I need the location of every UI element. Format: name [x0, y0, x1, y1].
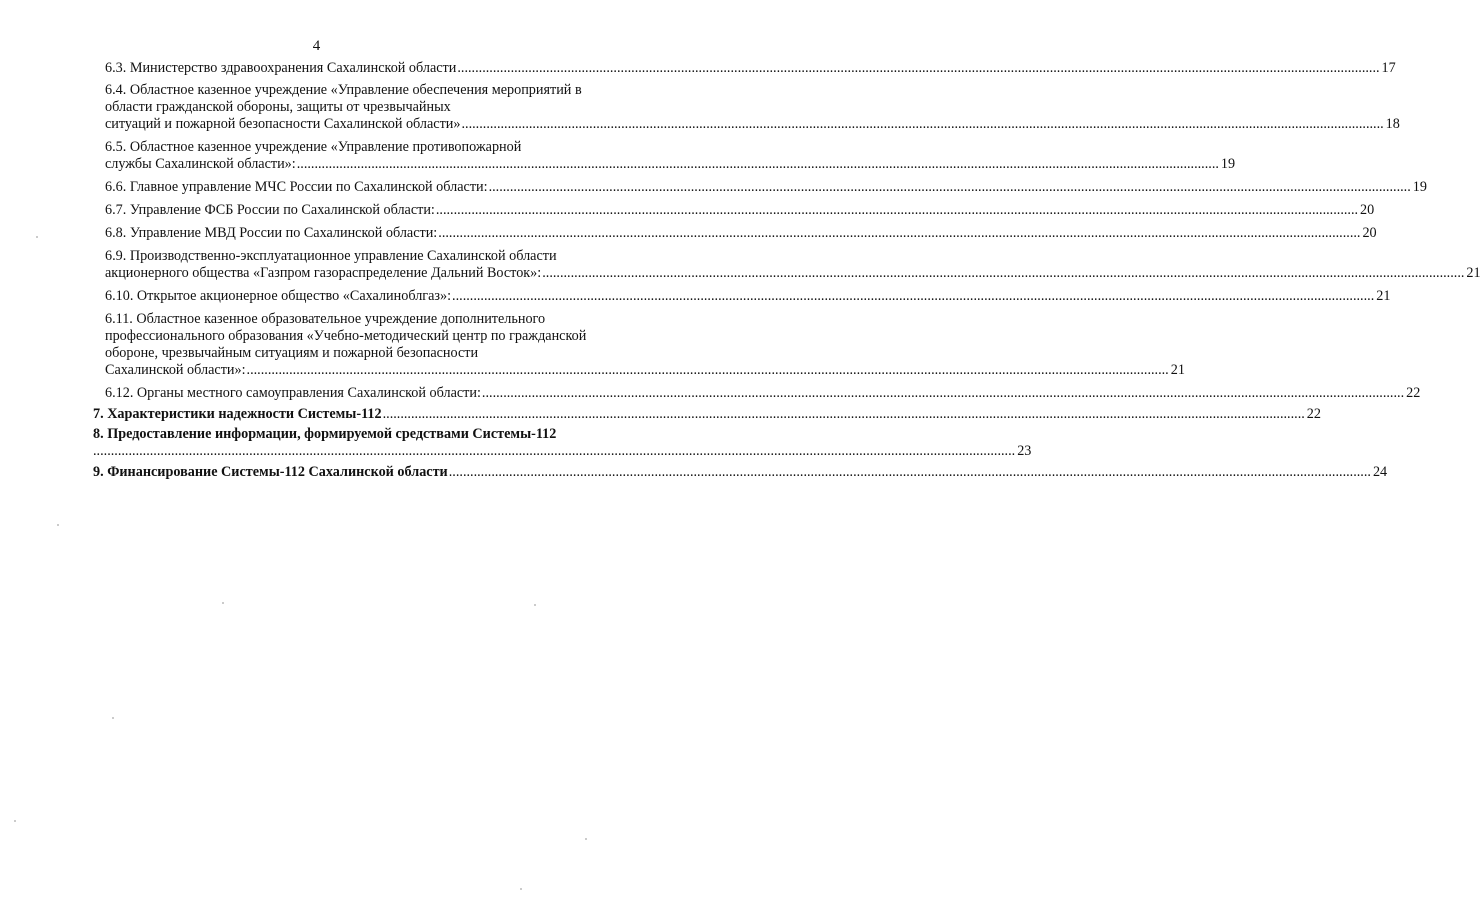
toc-entry-title: 6.3. Министерство здравоохранения Сахалинской области [105, 60, 457, 76]
toc-entry-title: 7. Характеристики надежности Системы-112 [93, 406, 382, 422]
toc-entry-page: 23 [1017, 443, 1032, 459]
toc-entry-page: 20 [1362, 225, 1377, 241]
dot-leader [449, 464, 1371, 481]
toc-entry-page: 17 [1381, 60, 1396, 76]
dot-leader [461, 116, 1383, 133]
toc-entry-6-3 [93, 60, 1396, 77]
toc-entry-page: 19 [1412, 179, 1427, 195]
toc-entry-6-12 [93, 385, 1421, 402]
dot-leader [297, 156, 1219, 173]
toc-entry-page: 21 [1466, 265, 1481, 281]
toc-entry-title: 6.11. Областное казенное образовательное учреждение дополнительного профессионального образования «Учебно-методический центр по гражданской обороне, чрезвычайным ситуациям и пожарной безопасности [105, 311, 587, 361]
dot-leader [452, 288, 1374, 305]
toc-entry-6-9 [93, 248, 1481, 282]
toc-entry-title: 6.12. Органы местного самоуправления Сахалинской области: [105, 385, 481, 401]
dot-leader [482, 385, 1404, 402]
toc-entry-6-6 [93, 179, 1427, 196]
toc-entry-6-4 [93, 82, 1400, 133]
toc-entry-title-end: акционерного общества «Газпром газораспределение Дальний Восток»: [105, 265, 542, 281]
toc-entry-9 [93, 464, 1388, 481]
scan-speck [14, 820, 16, 822]
toc-entry-title: 6.7. Управление ФСБ России по Сахалинской области: [105, 202, 435, 218]
scan-speck [36, 236, 38, 238]
toc-entry-6-8 [93, 225, 1377, 242]
scan-speck [57, 524, 59, 526]
toc-entry-page: 21 [1170, 362, 1185, 378]
toc-entry-7 [93, 406, 1321, 423]
dot-leader [542, 265, 1464, 282]
toc-entry-title-end: ситуаций и пожарной безопасности Сахалинской области» [105, 116, 461, 132]
dot-leader [438, 225, 1360, 242]
scan-speck [534, 604, 536, 606]
scan-speck [222, 602, 224, 604]
toc-entry-title: 8. Предоставление информации, формируемой средствами Системы-112 [93, 426, 557, 442]
toc-entry-6-7 [93, 202, 1375, 219]
dot-leader [457, 60, 1379, 77]
toc-entry-title: 6.9. Производственно-эксплуатационное управление Сахалинской области [105, 248, 557, 264]
scan-speck [520, 888, 522, 890]
toc-entry-title: 6.10. Открытое акционерное общество «Сахалиноблгаз»: [105, 288, 452, 304]
scan-speck [112, 717, 114, 719]
toc-entry-title-end: Сахалинской области»: [105, 362, 246, 378]
toc-entry-page: 22 [1306, 406, 1321, 422]
toc-entry-page: 20 [1360, 202, 1375, 218]
table-of-contents [93, 60, 1481, 487]
toc-entry-title-end: службы Сахалинской области»: [105, 156, 296, 172]
toc-entry-title: 6.4. Областное казенное учреждение «Управление обеспечения мероприятий в области гражданской обороны, защиты от чрезвычайных [105, 82, 582, 115]
toc-entry-page: 19 [1220, 156, 1236, 172]
dot-leader [436, 202, 1358, 219]
dot-leader [247, 362, 1169, 379]
toc-entry-page: 21 [1376, 288, 1391, 304]
toc-entry-page: 22 [1406, 385, 1421, 401]
toc-entry-title: 6.5. Областное казенное учреждение «Управление противопожарной [105, 139, 522, 155]
dot-leader [93, 443, 1015, 460]
toc-entry-8 [93, 426, 1032, 460]
toc-entry-title: 9. Финансирование Системы-112 Сахалинской области [93, 464, 448, 480]
toc-entry-page: 24 [1372, 464, 1388, 480]
toc-entry-6-5 [93, 139, 1236, 173]
dot-leader [489, 179, 1411, 196]
scan-speck [585, 838, 587, 840]
toc-entry-title: 6.6. Главное управление МЧС России по Сахалинской области: [105, 179, 488, 195]
toc-entry-6-11 [93, 311, 1185, 379]
dot-leader [383, 406, 1305, 423]
toc-entry-title: 6.8. Управление МВД России по Сахалинской области: [105, 225, 438, 241]
toc-entry-page: 18 [1385, 116, 1400, 132]
page-number: 4 [312, 38, 321, 54]
toc-entry-6-10 [93, 288, 1391, 305]
